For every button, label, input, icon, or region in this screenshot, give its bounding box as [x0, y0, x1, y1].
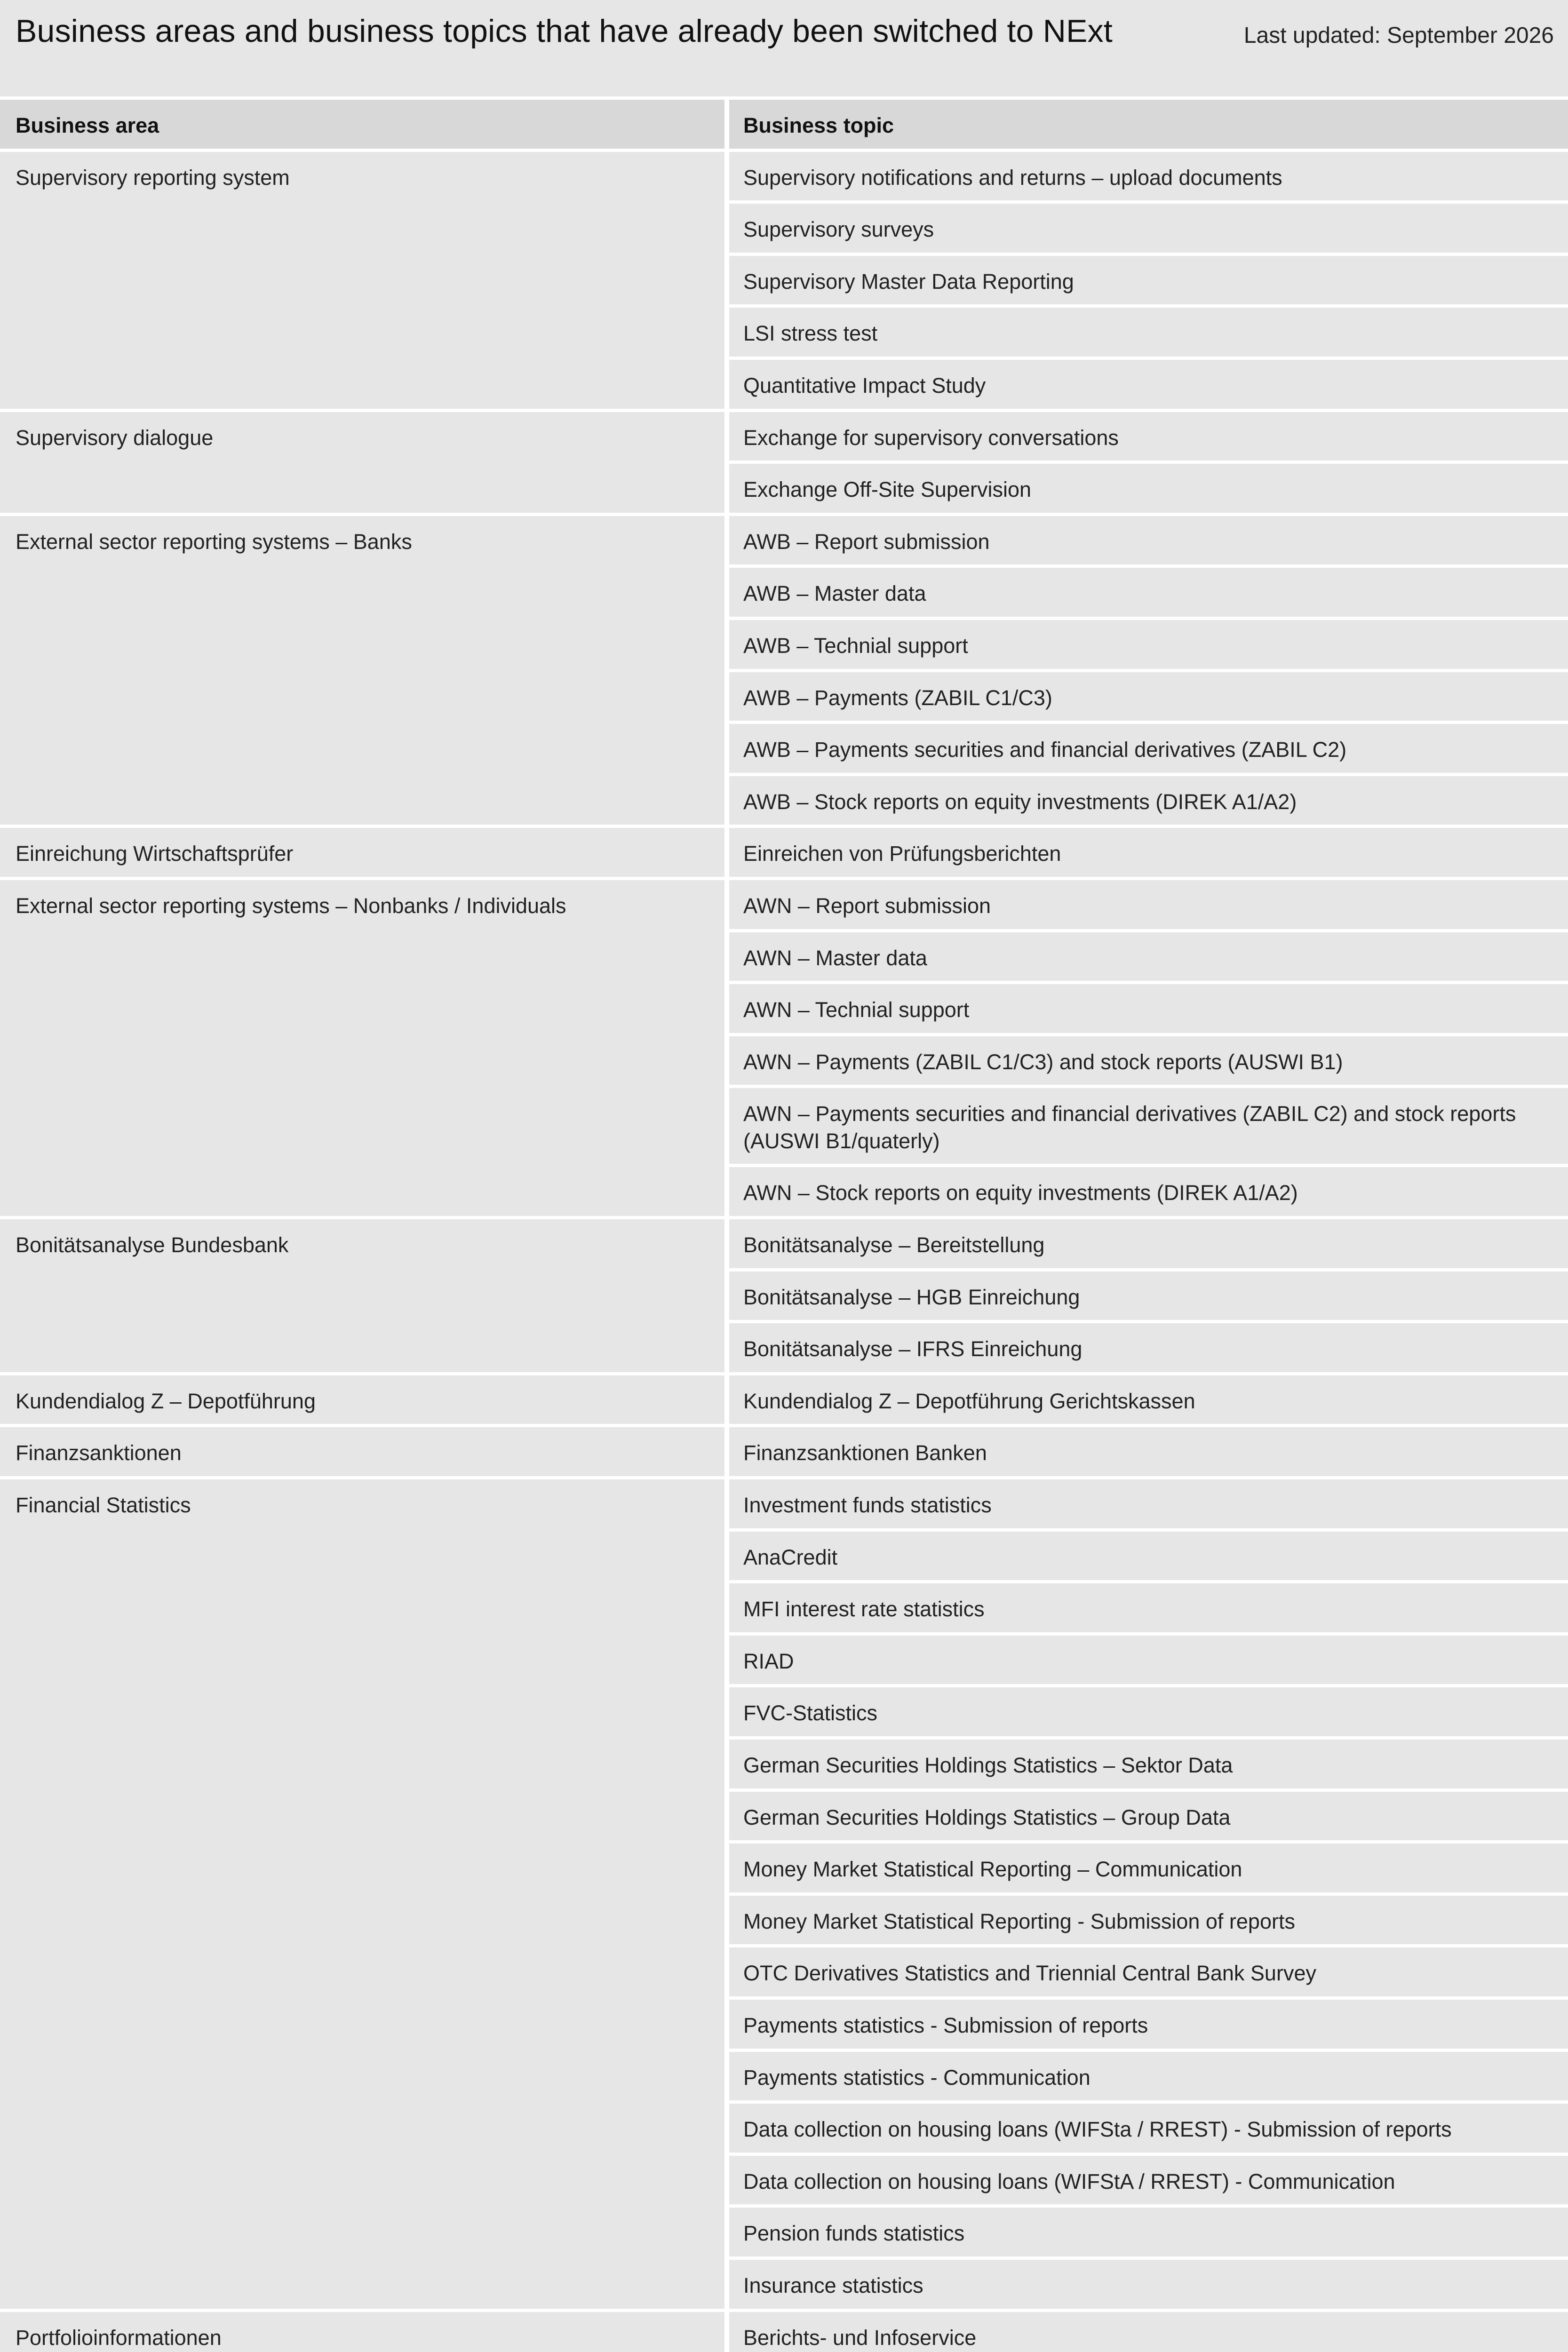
table-row	[0, 878, 1568, 930]
business-topic-cell: German Securities Holdings Statistics – Group Data	[727, 1790, 1568, 1842]
business-topic-cell: AWB – Technial support	[727, 618, 1568, 670]
business-topic-cell: Data collection on housing loans (WIFSta / RREST) - Submission of reports	[727, 2102, 1568, 2154]
business-topic-cell: Supervisory notifications and returns – upload documents	[727, 150, 1568, 202]
business-topic-cell: Kundendialog Z – Depotführung Gerichtskassen	[727, 1374, 1568, 1426]
business-topic-cell: Exchange Off-Site Supervision	[727, 462, 1568, 515]
business-topic-cell: AWB – Payments (ZABIL C1/C3)	[727, 670, 1568, 723]
business-topic-cell: Finanzsanktionen Banken	[727, 1426, 1568, 1478]
business-area-cell: Portfolioinformationen	[0, 2310, 727, 2352]
business-area-cell: Bonitätsanalyse Bundesbank	[0, 1218, 727, 1374]
column-header-business-topic: Business topic	[727, 100, 1568, 150]
business-area-cell: Kundendialog Z – Depotführung	[0, 1374, 727, 1426]
business-topics-table	[0, 100, 1568, 2352]
table-row	[0, 410, 1568, 462]
business-topic-cell: AWN – Technial support	[727, 983, 1568, 1035]
business-topic-cell: Data collection on housing loans (WIFStA / RREST) - Communication	[727, 2154, 1568, 2206]
business-topic-cell: RIAD	[727, 1634, 1568, 1686]
business-topic-cell: Exchange for supervisory conversations	[727, 410, 1568, 462]
business-area-cell: Einreichung Wirtschaftsprüfer	[0, 826, 727, 879]
business-topic-cell: MFI interest rate statistics	[727, 1582, 1568, 1634]
page-header	[0, 0, 1568, 96]
business-area-cell: Financial Statistics	[0, 1478, 727, 2311]
table-row	[0, 2310, 1568, 2352]
table-row	[0, 1478, 1568, 1530]
business-topic-cell: Pension funds statistics	[727, 2206, 1568, 2258]
business-area-cell: External sector reporting systems – Banks	[0, 514, 727, 826]
table-header-row	[0, 100, 1568, 150]
table-body	[0, 150, 1568, 2352]
last-updated-label: Last updated: September 2026	[1243, 23, 1554, 48]
business-topic-cell: AWB – Payments securities and financial derivatives (ZABIL C2)	[727, 723, 1568, 775]
business-topic-cell: AWB – Stock reports on equity investments (DIREK A1/A2)	[727, 774, 1568, 826]
table-row	[0, 1374, 1568, 1426]
business-topic-cell: Einreichen von Prüfungsberichten	[727, 826, 1568, 879]
business-topic-cell: German Securities Holdings Statistics – Sektor Data	[727, 1738, 1568, 1790]
business-area-cell: Supervisory reporting system	[0, 150, 727, 410]
business-area-cell: Supervisory dialogue	[0, 410, 727, 514]
business-area-cell: Finanzsanktionen	[0, 1426, 727, 1478]
business-topic-cell: Payments statistics - Submission of reports	[727, 1998, 1568, 2050]
column-header-business-area: Business area	[0, 100, 727, 150]
business-area-cell: External sector reporting systems – Nonbanks / Individuals	[0, 878, 727, 1217]
table-row	[0, 150, 1568, 202]
page-title: Business areas and business topics that have already been switched to NExt	[16, 13, 1113, 49]
table-row	[0, 1426, 1568, 1478]
business-topic-cell: AWN – Stock reports on equity investments (DIREK A1/A2)	[727, 1166, 1568, 1218]
business-topic-cell: Quantitative Impact Study	[727, 358, 1568, 410]
business-topic-cell: OTC Derivatives Statistics and Triennial Central Bank Survey	[727, 1946, 1568, 1998]
business-topic-cell: AWN – Payments (ZABIL C1/C3) and stock reports (AUSWI B1)	[727, 1034, 1568, 1087]
business-topic-cell: Money Market Statistical Reporting – Communication	[727, 1842, 1568, 1894]
business-topic-cell: Supervisory surveys	[727, 202, 1568, 254]
business-topic-cell: Payments statistics - Communication	[727, 2050, 1568, 2102]
table-row	[0, 514, 1568, 566]
business-topic-cell: AnaCredit	[727, 1530, 1568, 1582]
business-topic-cell: Investment funds statistics	[727, 1478, 1568, 1530]
business-topic-cell: AWN – Payments securities and financial derivatives (ZABIL C2) and stock reports (AUSWI B1/quaterly)	[727, 1087, 1568, 1166]
business-topic-cell: Money Market Statistical Reporting - Submission of reports	[727, 1894, 1568, 1946]
business-topic-cell: AWN – Report submission	[727, 878, 1568, 930]
business-topic-cell: Bonitätsanalyse – HGB Einreichung	[727, 1270, 1568, 1322]
business-topic-cell: Bonitätsanalyse – Bereitstellung	[727, 1218, 1568, 1270]
business-topic-cell: Bonitätsanalyse – IFRS Einreichung	[727, 1322, 1568, 1374]
business-topic-cell: Supervisory Master Data Reporting	[727, 254, 1568, 306]
business-topic-cell: AWB – Report submission	[727, 514, 1568, 566]
business-topic-cell: AWN – Master data	[727, 930, 1568, 983]
table-row	[0, 1218, 1568, 1270]
business-topic-cell: FVC-Statistics	[727, 1686, 1568, 1738]
business-topic-cell: Insurance statistics	[727, 2258, 1568, 2310]
business-topic-cell: LSI stress test	[727, 306, 1568, 358]
business-topic-cell: Berichts- und Infoservice	[727, 2310, 1568, 2352]
table-row	[0, 826, 1568, 879]
business-topic-cell: AWB – Master data	[727, 566, 1568, 619]
